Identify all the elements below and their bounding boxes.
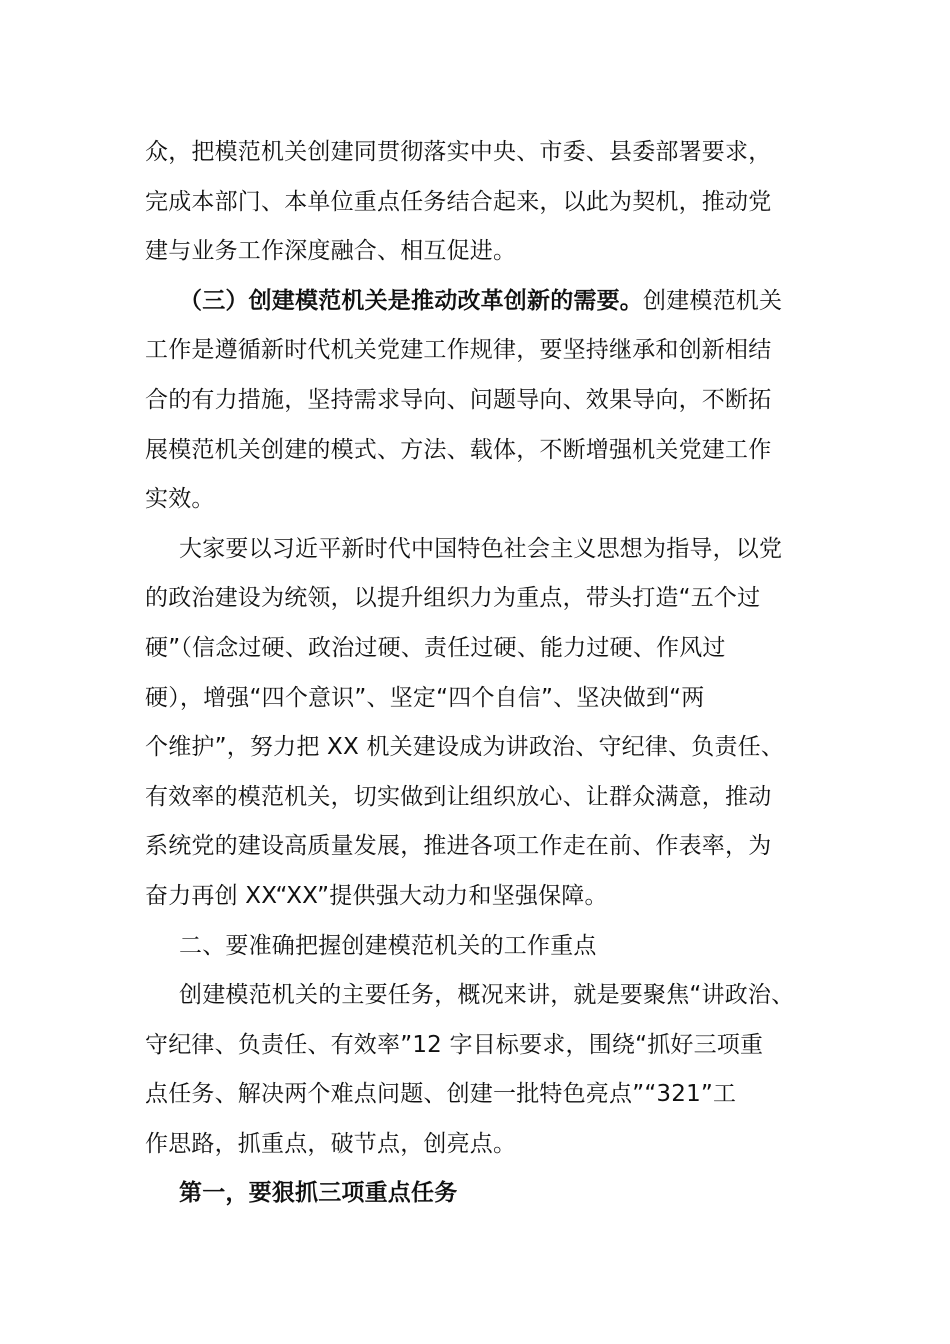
text-line: 守纪律、负责任、有效率”12 字目标要求，围绕“抓好三项重 [145, 1031, 764, 1058]
text-line: 创建模范机关的主要任务，概况来讲，就是要聚焦“讲政治、 [179, 982, 795, 1009]
text-line: 完成本部门、本单位重点任务结合起来，以此为契机，推动党 [145, 188, 772, 215]
text-line: 个维护”，努力把 XX 机关建设成为讲政治、守纪律、负责任、 [145, 734, 785, 761]
text-line: 工作是遵循新时代机关党建工作规律，要坚持继承和创新相结 [145, 337, 772, 364]
document-body [145, 128, 825, 1219]
paragraph-lead-line [145, 277, 825, 327]
text-line: 点任务、解决两个难点问题、创建一批特色亮点”“321”工 [145, 1081, 737, 1108]
text-line: 系统党的建设高质量发展，推进各项工作走在前、作表率，为 [145, 833, 772, 860]
text-line: 建与业务工作深度融合、相互促进。 [145, 238, 517, 265]
text-line: 实效。 [145, 486, 215, 513]
text-line: 众，把模范机关创建同贯彻落实中央、市委、县委部署要求， [145, 139, 772, 165]
text-line: 硬”（信念过硬、政治过硬、责任过硬、能力过硬、作风过 [145, 634, 726, 661]
text-line: 展模范机关创建的模式、方法、载体，不断增强机关党建工作 [145, 436, 772, 463]
paragraph-heading: （三）创建模范机关是推动改革创新的需要。 [179, 287, 643, 314]
text-line-rest: 创建模范机关 [643, 287, 783, 314]
text-line: 大家要以习近平新时代中国特色社会主义思想为指导，以党 [179, 535, 783, 562]
text-line: 合的有力措施，坚持需求导向、问题导向、效果导向，不断拓 [145, 386, 772, 413]
subheading: 第一，要狠抓三项重点任务 [179, 1180, 458, 1207]
section-heading: 二、要准确把握创建模范机关的工作重点 [179, 932, 597, 959]
text-line: 硬），增强“四个意识”、坚定“四个自信”、坚决做到“两 [145, 684, 705, 711]
text-line: 的政治建设为统领，以提升组织力为重点，带头打造“五个过 [145, 585, 761, 612]
text-line: 奋力再创 XX“XX”提供强大动力和坚强保障。 [145, 882, 608, 909]
text-line: 作思路，抓重点，破节点，创亮点。 [145, 1130, 517, 1157]
text-line: 有效率的模范机关，切实做到让组织放心、让群众满意，推动 [145, 783, 772, 810]
